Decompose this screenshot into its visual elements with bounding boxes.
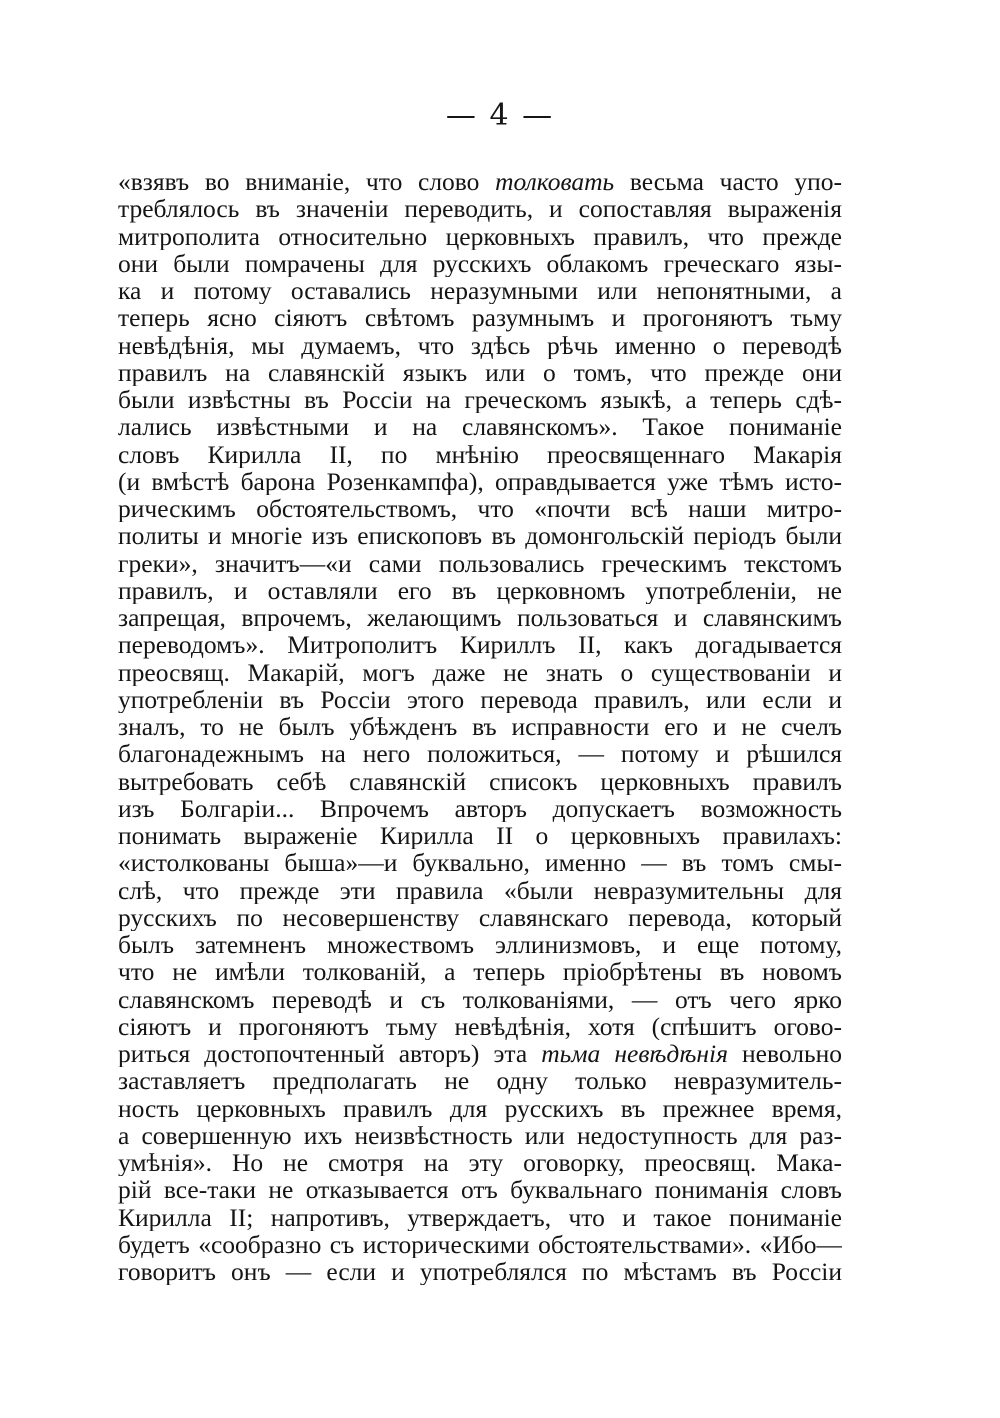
text-line: (и вмѣстѣ барона Розенкампфа), оправдывается уже тѣмъ исто- xyxy=(118,467,842,495)
text-line: запрещая, впрочемъ, желающимъ пользоваться и славянскимъ xyxy=(118,604,842,632)
text-line: а совершенную ихъ неизвѣстность или недоступность для раз- xyxy=(118,1121,842,1149)
text-line: рій все-таки не отказывается отъ буквальнаго пониманія словъ xyxy=(118,1176,842,1204)
text-line: политы и многіе изъ епископовъ въ домонгольскій періодъ были xyxy=(118,522,842,550)
page-number: — 4 — xyxy=(445,98,555,133)
text-line: греки», значитъ—«и сами пользовались греческимъ текстомъ xyxy=(118,549,842,577)
body-text xyxy=(118,168,842,1285)
text-line: славянскомъ переводѣ и съ толкованіями, — отъ чего ярко xyxy=(118,985,842,1013)
text-line: были извѣстны въ Россіи на греческомъ языкѣ, а теперь сдѣ- xyxy=(118,386,842,414)
text-line: благонадежнымъ на него положиться, — потому и рѣшился xyxy=(118,740,842,768)
text-line: митрополита относительно церковныхъ правилъ, что прежде xyxy=(118,222,842,250)
text-line: будетъ «сообразно съ историческими обстоятельствами». «Ибо— xyxy=(118,1230,842,1258)
emphasis-text: толковать xyxy=(495,168,615,196)
text-line: переводомъ». Митрополитъ Кириллъ II, какъ догадывается xyxy=(118,631,842,659)
text-line: Кирилла II; напротивъ, утверждаетъ, что и такое пониманіе xyxy=(118,1203,842,1231)
text-line: понимать выраженіе Кирилла II о церковныхъ правилахъ: xyxy=(118,822,842,850)
text-line: они были помрачены для русскихъ облакомъ греческаго язы- xyxy=(118,249,842,277)
text-line: «истолкованы быша»—и буквально, именно — въ томъ смы- xyxy=(118,849,842,877)
emphasis-text: тьма невѣдѣнія xyxy=(541,1040,728,1068)
text-line: лались извѣстными и на славянскомъ». Такое пониманіе xyxy=(118,413,842,441)
text-line: правилъ, и оставляли его въ церковномъ употребленіи, не xyxy=(118,576,842,604)
text-line: зналъ, то не былъ убѣжденъ въ исправности его и не счелъ xyxy=(118,713,842,741)
text-line: треблялось въ значеніи переводить, и сопоставляя выраженія xyxy=(118,195,842,223)
text-line: «взявъ во вниманіе, что слово толковать весьма часто упо- xyxy=(118,168,842,196)
text-line: ка и потому оставались неразумными или непонятными, а xyxy=(118,277,842,305)
text-line: преосвящ. Макарій, могъ даже не знать о существованіи и xyxy=(118,658,842,686)
text-line: говоритъ онъ — если и употреблялся по мѣстамъ въ Россіи xyxy=(118,1258,842,1286)
text-line: изъ Болгаріи... Впрочемъ авторъ допускаетъ возможность xyxy=(118,794,842,822)
text-line: словъ Кирилла II, по мнѣнію преосвященнаго Макарія xyxy=(118,440,842,468)
text-line: ность церковныхъ правилъ для русскихъ въ прежнее время, xyxy=(118,1094,842,1122)
text-line: русскихъ по несовершенству славянскаго перевода, который xyxy=(118,903,842,931)
text-line: былъ затемненъ множествомъ эллинизмовъ, и еще потому, xyxy=(118,931,842,959)
text-line: вытребовать себѣ славянскій списокъ церковныхъ правилъ xyxy=(118,767,842,795)
text-line: заставляетъ предполагать не одну только невразумитель- xyxy=(118,1067,842,1095)
text-line: слѣ, что прежде эти правила «были невразумительны для xyxy=(118,876,842,904)
text-line: правилъ на славянскій языкъ или о томъ, что прежде они xyxy=(118,358,842,386)
text-line: невѣдѣнія, мы думаемъ, что здѣсь рѣчь именно о переводѣ xyxy=(118,331,842,359)
text-line: рическимъ обстоятельствомъ, что «почти всѣ наши митро- xyxy=(118,495,842,523)
text-line: употребленіи въ Россіи этого перевода правилъ, или если и xyxy=(118,685,842,713)
text-line: сіяютъ и прогоняютъ тьму невѣдѣнія, хотя (спѣшитъ огово- xyxy=(118,1012,842,1040)
text-line: теперь ясно сіяютъ свѣтомъ разумнымъ и прогоняютъ тьму xyxy=(118,304,842,332)
text-line: что не имѣли толкованій, а теперь пріобрѣтены въ новомъ xyxy=(118,958,842,986)
text-line: умѣнія». Но не смотря на эту оговорку, преосвящ. Мака- xyxy=(118,1149,842,1177)
text-line: риться достопочтенный авторъ) эта тьма невѣдѣнія невольно xyxy=(118,1040,842,1068)
